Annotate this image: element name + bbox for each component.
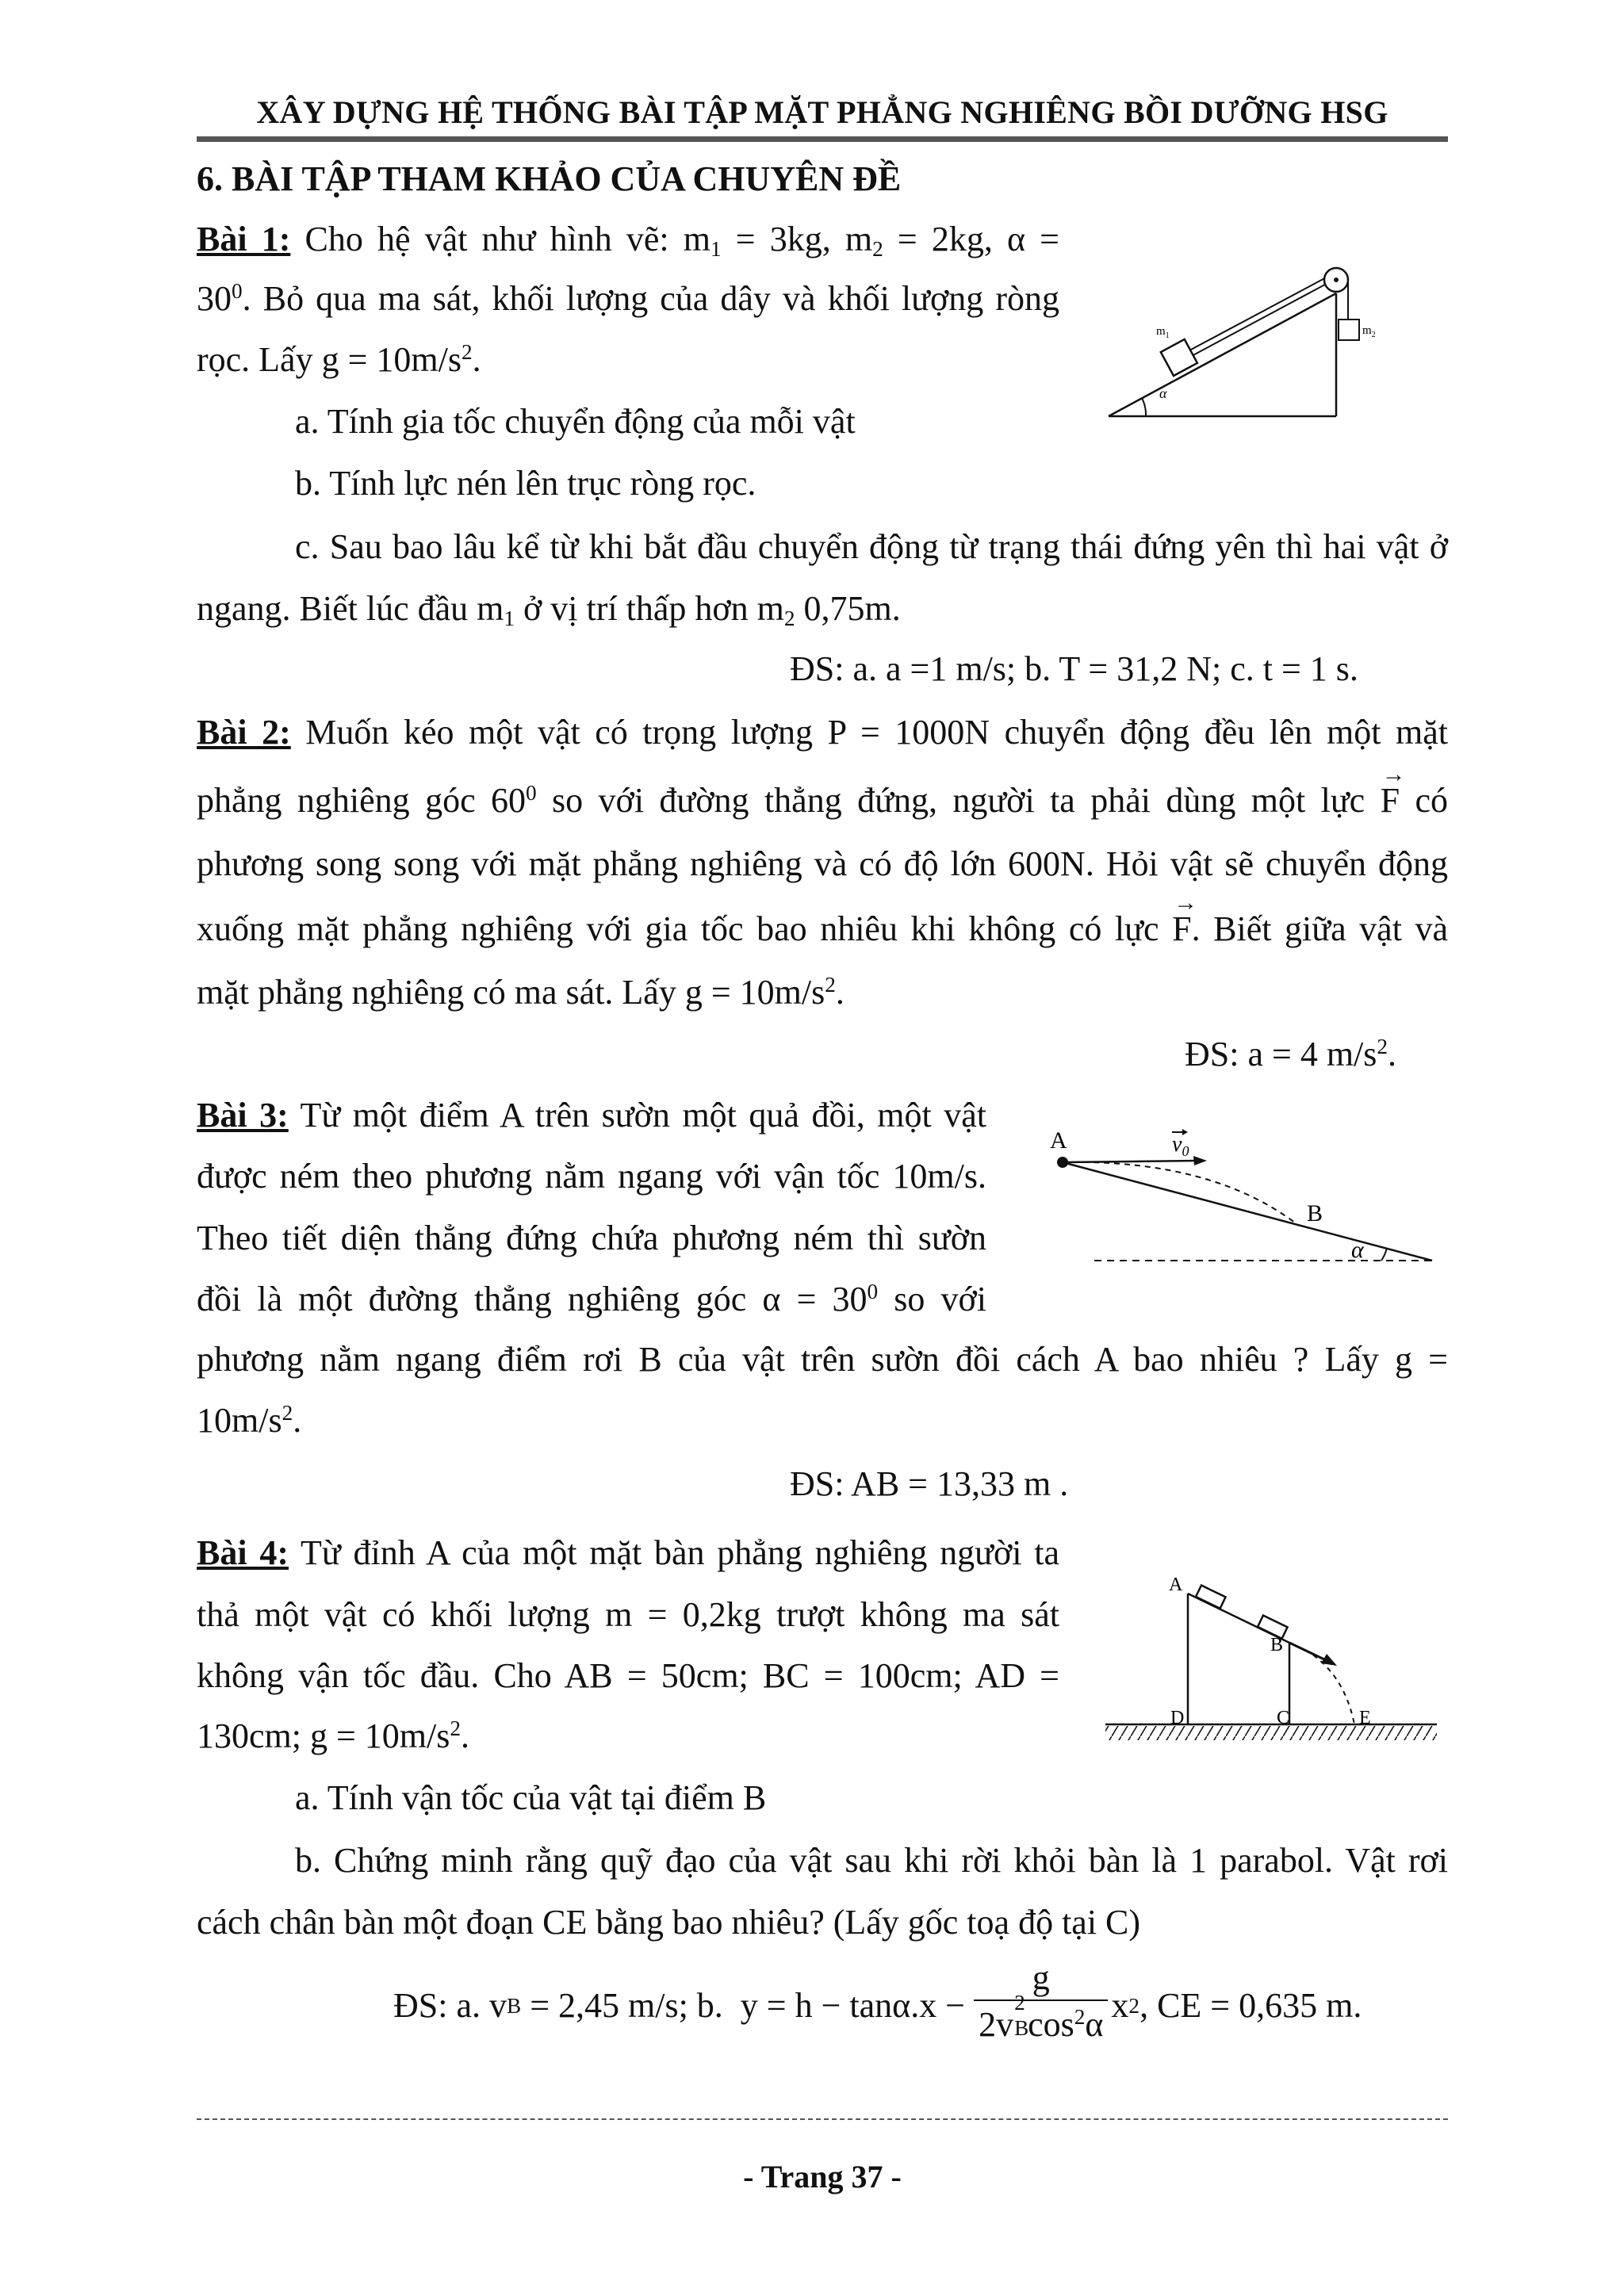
bai3-line-5: phương nằm ngang điểm rơi B của vật trên sườn đồi cách A bao nhiêu ? Lấy g = xyxy=(197,1340,1448,1379)
text: xuống mặt phẳng nghiêng với gia tốc bao nhiêu khi không có lực xyxy=(197,909,1173,948)
text: = 2,45 m/s; b. y = h − tanα.x − xyxy=(521,1986,975,2025)
text: m xyxy=(1362,324,1372,337)
sub: 2 xyxy=(783,606,795,630)
rope xyxy=(1178,280,1334,363)
label-v0 xyxy=(1172,1132,1189,1159)
bai2-line-2 xyxy=(197,783,1448,818)
bai4-line-3: không vận tốc đầu. Cho AB = 50cm; BC = 100cm; AD = xyxy=(197,1656,1059,1695)
text: ngang. Biết lúc đầu m xyxy=(197,589,504,628)
sub: 1 xyxy=(1165,331,1170,340)
sup: 2 xyxy=(825,973,836,997)
sub: 2 xyxy=(872,236,883,261)
label-c: C xyxy=(1277,1708,1290,1728)
text: rọc. Lấy g = 10m/s xyxy=(197,340,462,379)
fraction-numerator: g xyxy=(974,1956,1108,2001)
text: α xyxy=(1085,2005,1104,2044)
bai4-question-a: a. Tính vận tốc của vật tại điểm B xyxy=(295,1778,767,1817)
label-d: D xyxy=(1170,1708,1185,1728)
bai2-line-1 xyxy=(197,715,1448,750)
bai1-question-a: a. Tính gia tốc chuyển động của mỗi vật xyxy=(295,402,856,441)
bai4-question-b: b. Chứng minh rằng quỹ đạo của vật sau khi rời khỏi bàn là 1 parabol. Vật rơi xyxy=(295,1841,1448,1880)
text: m xyxy=(1156,325,1166,338)
bai4-line-4 xyxy=(197,1716,470,1755)
arrowhead-icon xyxy=(1182,1129,1188,1135)
bai2-line-3: phương song song với mặt phẳng nghiêng và có độ lớn 600N. Hỏi vật sẽ chuyển động xyxy=(197,844,1448,883)
bai1-line-3 xyxy=(197,342,481,377)
sup: 2 xyxy=(450,1716,462,1740)
m2-label xyxy=(1362,324,1376,339)
bai2-line-5 xyxy=(197,975,845,1010)
header-rule xyxy=(197,136,1448,142)
sup: 0 xyxy=(867,1280,879,1303)
hill-slope xyxy=(1063,1162,1432,1261)
sup: 2 xyxy=(461,340,473,364)
section-title: 6. BÀI TẬP THAM KHẢO CỦA CHUYÊN ĐỀ xyxy=(197,159,902,198)
bai4-line-2: thả một vật có khối lượng m = 0,2kg trượt không ma sát xyxy=(197,1595,1059,1634)
text: 10m/s xyxy=(197,1401,282,1440)
bai4-label: Bài 4: xyxy=(197,1533,289,1572)
text: ở vị trí thấp hơn m xyxy=(515,589,784,628)
sub: 2 xyxy=(1371,331,1376,339)
sup: 0 xyxy=(232,279,243,303)
text: . xyxy=(1388,1035,1397,1073)
angle-arc xyxy=(1142,398,1146,416)
text: . xyxy=(472,340,481,379)
text: 0,75m. xyxy=(795,589,901,628)
bai3-answer: ĐS: AB = 13,33 m . xyxy=(790,1464,1069,1503)
rope xyxy=(1178,275,1331,357)
text: = 2kg, α = xyxy=(883,220,1059,258)
bai2-line-4 xyxy=(197,909,1448,948)
text: 2v xyxy=(979,2005,1014,2044)
pulley-axle xyxy=(1334,277,1339,282)
bai1-line-2 xyxy=(197,281,1059,316)
bai1-question-b: b. Tính lực nén lên trục ròng rọc. xyxy=(295,464,756,503)
alpha-label: α xyxy=(1159,385,1167,401)
text: , CE = 0,635 m. xyxy=(1139,1986,1362,2025)
sub: 1 xyxy=(504,606,515,630)
sup: 2 xyxy=(282,1401,293,1425)
bai3-line-4 xyxy=(197,1282,986,1317)
text: = 3kg, m xyxy=(721,220,873,258)
text: phẳng nghiêng góc 60 xyxy=(197,781,526,820)
block-m2 xyxy=(1339,320,1359,340)
sub-sup-stack: 2 B xyxy=(1014,1991,1029,2040)
label-e: E xyxy=(1359,1708,1371,1728)
text: Từ một điểm A trên sườn một quả đồi, một vật xyxy=(288,1096,986,1135)
bai4-figure xyxy=(1102,1562,1451,1752)
label-a: A xyxy=(1169,1575,1183,1595)
m1-label xyxy=(1156,325,1170,340)
bai1-line-1 xyxy=(197,220,1059,261)
bai3-label: Bài 3: xyxy=(197,1096,289,1135)
page-header-title: XÂY DỰNG HỆ THỐNG BÀI TẬP MẶT PHẲNG NGHIÊNG BỒI DƯỠNG HSG xyxy=(256,94,1388,130)
label-b: B xyxy=(1270,1635,1284,1655)
text: v xyxy=(1172,1132,1182,1157)
bai1-label: Bài 1: xyxy=(197,220,291,258)
text: . xyxy=(835,973,845,1012)
text: Cho hệ vật như hình vẽ: m xyxy=(290,220,711,258)
fraction xyxy=(974,1956,1108,2046)
alpha-label: α xyxy=(1351,1237,1364,1263)
label-a: A xyxy=(1050,1127,1067,1154)
text: . xyxy=(293,1401,302,1440)
block-at-a xyxy=(1196,1586,1226,1609)
sub: 1 xyxy=(710,236,722,261)
text: mặt phẳng nghiêng có ma sát. Lấy g = 10m/s xyxy=(197,973,825,1012)
text: . Biết giữa vật và xyxy=(1191,909,1448,948)
bai3-line-3: Theo tiết diện thẳng đứng chứa phương ném thì sườn xyxy=(197,1219,986,1257)
text: so với xyxy=(878,1280,986,1318)
velocity-vector xyxy=(1063,1161,1197,1162)
bai3-line-1 xyxy=(197,1098,986,1133)
bai2-answer xyxy=(1185,1037,1396,1072)
page-number: - Trang 37 - xyxy=(743,2159,902,2195)
sup: 2 xyxy=(1377,1035,1388,1058)
text: x xyxy=(1111,1986,1129,2025)
footer-rule xyxy=(197,2118,1448,2120)
text: có xyxy=(1400,781,1449,820)
bai4-question-b-cont: cách chân bàn một đoạn CE bằng bao nhiêu? (Lấy gốc toạ độ tại C) xyxy=(197,1903,1141,1942)
text: cos xyxy=(1028,2005,1074,2044)
text: 130cm; g = 10m/s xyxy=(197,1716,450,1755)
text: . Bỏ qua ma sát, khối lượng của dây và khối lượng ròng xyxy=(242,279,1059,318)
sup: 2 xyxy=(1074,2005,1086,2029)
arrowhead-icon xyxy=(1193,1156,1207,1165)
ground-hatch xyxy=(1105,1726,1437,1740)
text: ĐS: a = 4 m/s xyxy=(1185,1035,1377,1073)
incline-surface xyxy=(1109,293,1336,416)
bai1-figure xyxy=(1102,258,1404,426)
text: so với đường thẳng đứng, người ta phải dùng một lực xyxy=(536,781,1381,820)
text: Từ đỉnh A của một mặt bàn phẳng nghiêng người ta xyxy=(289,1533,1059,1572)
text: 30 xyxy=(197,279,232,318)
vector-f: → F xyxy=(1172,912,1191,947)
text: . xyxy=(461,1716,470,1755)
bai2-label: Bài 2: xyxy=(197,713,291,752)
bai3-figure xyxy=(1031,1110,1443,1276)
angle-arc xyxy=(1381,1248,1387,1261)
bai4-answer: ĐS: a. v B = 2,45 m/s; b. y = h − tanα.x − g 2v 2 B $\cos^2\alpha$ x 2 , CE = 0,635 m. xyxy=(393,1962,1362,2049)
bai4-line-1 xyxy=(197,1533,1059,1572)
bai3-line-2: được ném theo phương nằm ngang với vận tốc 10m/s. xyxy=(197,1157,986,1196)
bai1-question-c-cont xyxy=(197,589,901,630)
sub: 0 xyxy=(1182,1143,1189,1159)
label-b: B xyxy=(1307,1200,1323,1226)
sup: 0 xyxy=(526,781,537,805)
text: ĐS: a. v xyxy=(393,1986,507,2025)
text: đồi là một đường thẳng nghiêng góc α = 30 xyxy=(197,1280,868,1318)
text: Muốn kéo một vật có trọng lượng P = 1000N chuyển động đều lên một mặt xyxy=(290,713,1448,752)
vector-f: → F xyxy=(1381,783,1400,818)
bai1-answer: ĐS: a. a =1 m/s; b. T = 31,2 N; c. t = 1 s. xyxy=(790,649,1358,688)
bai3-line-6 xyxy=(197,1403,301,1438)
bai1-question-c: c. Sau bao lâu kể từ khi bắt đầu chuyển động từ trạng thái đứng yên thì hai vật ở xyxy=(295,527,1448,566)
fraction-denominator xyxy=(974,1991,1108,2046)
